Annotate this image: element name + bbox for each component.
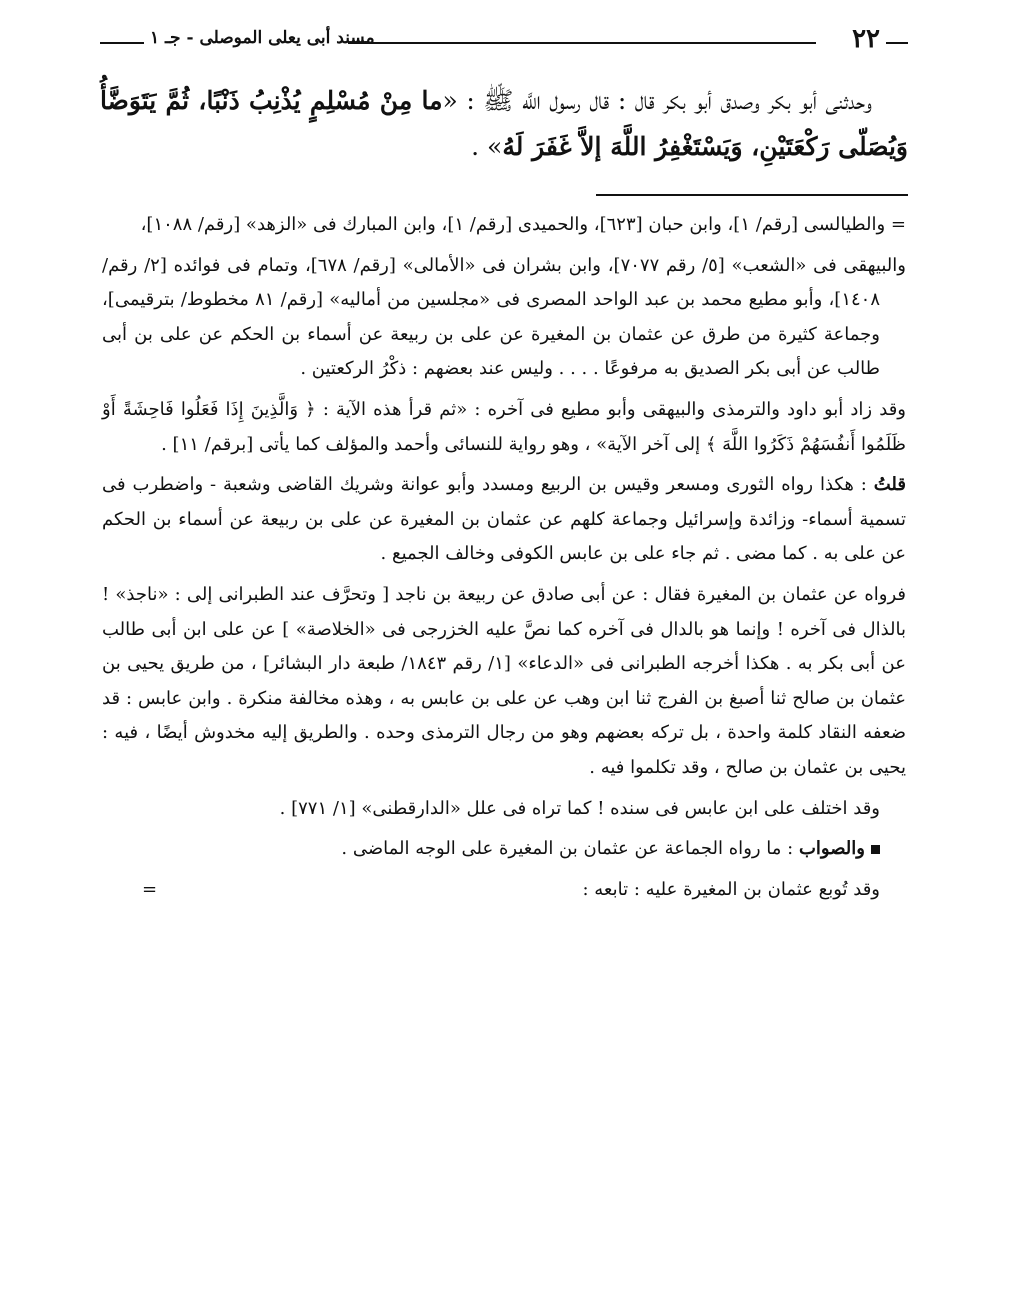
hadith-paragraph: [100, 78, 908, 170]
hadith-matn: ما مِنْ مُسْلِمٍ يُذْنِبُ ذَنْبًا، ثُمَّ يَتَوَضَّأُ وَيُصَلّى رَكْعَتَيْنِ، وَيَسْتَغْفِرُ اللَّهَ إلاَّ غَفَرَ لَهُ: [100, 86, 908, 161]
page-header: [100, 22, 908, 62]
footnote-para-3: وقد زاد أبو داود والترمذى والبيهقى وأبو مطيع فى آخره : «ثم قرأ هذه الآية : ﴿ وَالَّذِينَ إِذَا فَعَلُوا فَاحِشَةً أَوْ ظَلَمُوا أَنفُسَهُمْ ذَكَرُوا اللَّهَ ﴾ إلى آخر الآية» ، وهو رواية للنسائى وأحمد والمؤلف كما يأتى [برقم/ ١١] .: [102, 398, 906, 455]
footnote-para-1: = والطيالسى [رقم/ ١]، وابن حبان [٦٢٣]، والحميدى [رقم/ ١]، وابن المبارك فى «الزهد» [رقم/ ١٠٨٨]،: [140, 214, 906, 235]
footnote-para-8: [102, 873, 906, 908]
running-title: مسند أبى يعلى الموصلى - جـ ١: [150, 28, 375, 48]
footnote-para-4-text: : هكذا رواه الثورى ومسعر وقيس بن الربيع ومسدد وأبو عوانة وشريك القاضى وشعبة - واضطرب فى تسمية أسماء- وزائدة وإسرائيل وجماعة كلهم عن عثمان بن المغيرة عن على بن ربيعة عن أسماء بن الحكم عن على به . كما مضى . ثم جاء على بن عابس الكوفى وخالف الجميع .: [102, 474, 906, 565]
footnote-separator: [596, 194, 908, 196]
footnote-para-5: فرواه عن عثمان بن المغيرة فقال : عن أبى صادق عن ربيعة بن ناجد [ وتحرَّف عند الطبرانى إلى : «ناجذ» ! بالذال فى آخره ! وإنما هو بالدال فى آخره كما نصَّ عليه الخزرجى فى «الخلاصة» ] عن على ابن أبى طالب عن أبى بكر به . هكذا أخرجه الطبرانى فى «الدعاء» [١/ رقم ١٨٤٣/ طبعة دار البشائر] ، من طريق يحيى بن عثمان بن صالح ثنا أصبغ بن الفرج ثنا ابن وهب عن على بن عابس به ، وهذه مخالفة منكرة . وابن عابس : قد ضعفه النقاد كلمة واحدة ، بل تركه بعضهم وهو من رجال الترمذى وحده . والطريق إليه مخدوش أيضًا ، فيه : يحيى بن عثمان بن صالح ، وقد تكلموا فيه .: [102, 583, 906, 778]
footnote-para-7-text: : ما رواه الجماعة عن عثمان بن المغيرة على الوجه الماضى .: [341, 838, 794, 860]
sawab-label: والصواب: [798, 838, 865, 860]
footnote-para-7: [102, 832, 906, 867]
hadith-text: [100, 78, 908, 170]
footnote-para-2: والبيهقى فى «الشعب» [٥/ رقم ٧٠٧٧]، وابن بشران فى «الأمالى» [رقم/ ٦٧٨]، وتمام فى فوائده [٢/ رقم/ ١٤٠٨]، وأبو مطيع محمد بن عبد الواحد المصرى فى «مجلسين من أماليه» [رقم/ ٨١ مخطوط/ بترقيمى]، وجماعة كثيرة من طرق عن عثمان بن المغيرة عن على بن ربيعة عن أسماء بن الحكم عن على بن أبى طالب عن أبى بكر الصديق به مرفوعًا . . . . وليس عند بعضهم : ذكْرُ الركعتين .: [102, 254, 906, 380]
footnotes: [102, 208, 906, 913]
footnote-para-6: وقد اختلف على ابن عابس فى سنده ! كما تراه فى علل «الدارقطنى» [١/ ٧٧١] .: [279, 797, 880, 819]
hadith-close: » .: [471, 132, 503, 161]
square-bullet-icon: [871, 845, 880, 854]
page-number: ٢٢: [852, 24, 880, 54]
qultu-label: قلتُ: [873, 474, 906, 496]
footnote-para-8-text: وقد تُوبع عثمان بن المغيرة عليه : تابعه :: [582, 878, 880, 900]
header-rule: [348, 42, 816, 44]
continuation-mark: =: [142, 878, 158, 900]
header-rule-right: [886, 42, 908, 44]
header-rule-left: [100, 42, 144, 44]
hadith-intro: وحدثنى أبو بكر وصدق أبو بكر قال : قال رسول اللَّه ﷺ : «: [442, 86, 872, 115]
footnote-para-4: [102, 468, 906, 572]
